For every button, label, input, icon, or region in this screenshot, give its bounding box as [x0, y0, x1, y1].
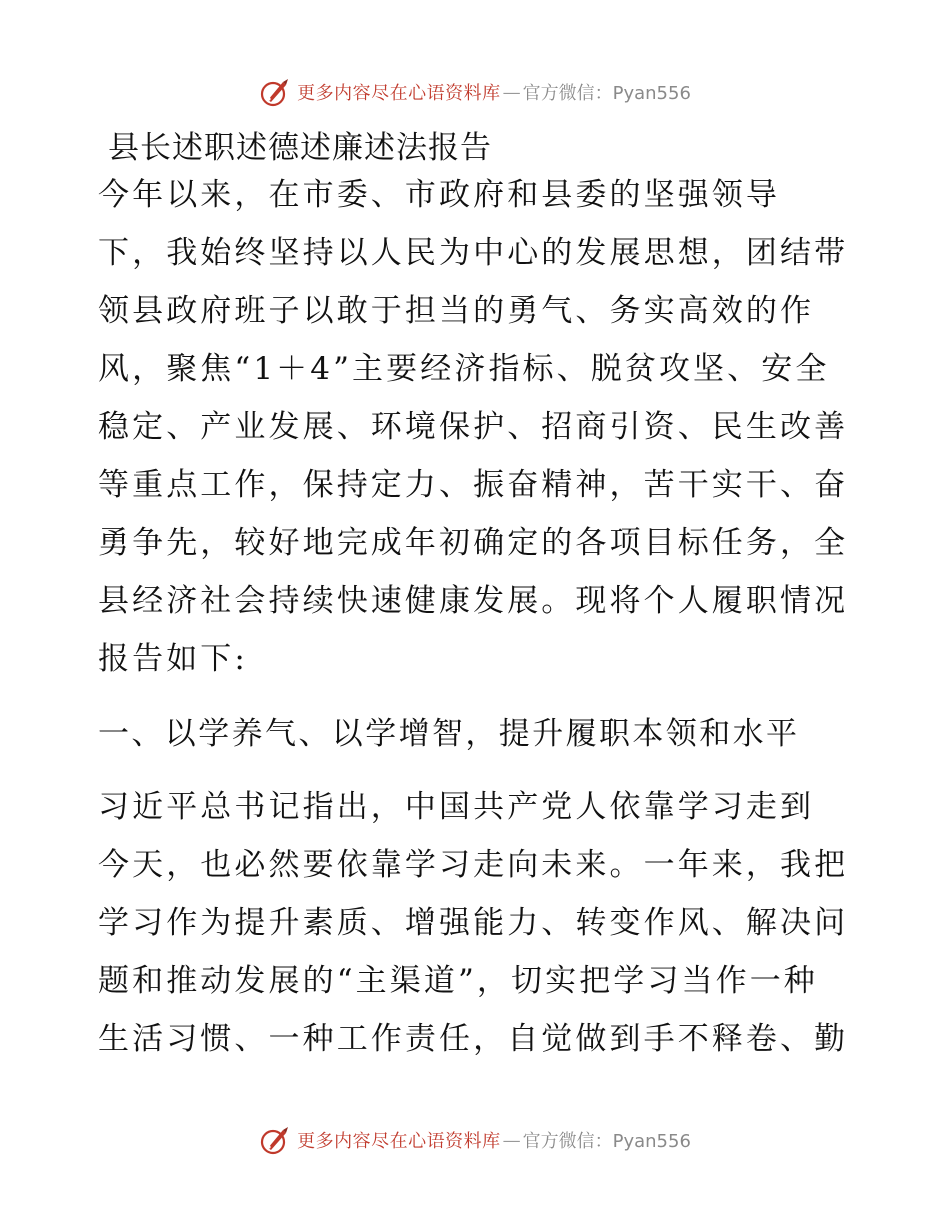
header-watermark	[0, 72, 950, 112]
section-heading: 一、以学养气、以学增智，提升履职本领和水平	[98, 716, 800, 752]
paragraph-line: 领县政府班子以敢于担当的勇气、务实高效的作	[98, 293, 815, 329]
watermark-separator: —	[502, 1129, 521, 1151]
paragraph-line: 风，聚焦“1＋4”主要经济指标、脱贫攻坚、安全	[98, 351, 830, 387]
footer-watermark	[0, 1120, 950, 1160]
paragraph-line: 学习作为提升素质、增强能力、转变作风、解决问	[98, 905, 849, 941]
watermark-wechat: 官方微信：Pyan556	[522, 1131, 691, 1152]
paragraph-line: 稳定、产业发展、环境保护、招商引资、民生改善	[98, 409, 849, 445]
paragraph-line: 习近平总书记指出，中国共产党人依靠学习走到	[98, 789, 815, 825]
paragraph-line: 勇争先，较好地完成年初确定的各项目标任务，全	[98, 525, 849, 561]
paragraph-line: 今天，也必然要依靠学习走向未来。一年来，我把	[98, 847, 849, 883]
paragraph-line: 今年以来，在市委、市政府和县委的坚强领导	[98, 177, 780, 213]
watermark-brand: 更多内容尽在心语资料库	[297, 1131, 501, 1152]
paragraph-line: 县经济社会持续快速健康发展。现将个人履职情况	[98, 583, 849, 619]
quill-pen-icon	[259, 76, 291, 108]
paragraph-line: 等重点工作，保持定力、振奋精神，苦干实干、奋	[98, 467, 849, 503]
paragraph-line: 题和推动发展的“主渠道”，切实把学习当作一种	[98, 963, 818, 999]
watermark-brand: 更多内容尽在心语资料库	[297, 83, 501, 104]
paragraph-line: 下，我始终坚持以人民为中心的发展思想，团结带	[98, 235, 849, 271]
watermark-separator: —	[502, 81, 521, 103]
watermark-wechat: 官方微信：Pyan556	[522, 83, 691, 104]
document-title: 县长述职述德述廉述法报告	[108, 130, 492, 166]
paragraph-line: 生活习惯、一种工作责任，自觉做到手不释卷、勤	[98, 1021, 849, 1057]
quill-pen-icon	[259, 1124, 291, 1156]
paragraph-line: 报告如下:	[98, 641, 248, 677]
